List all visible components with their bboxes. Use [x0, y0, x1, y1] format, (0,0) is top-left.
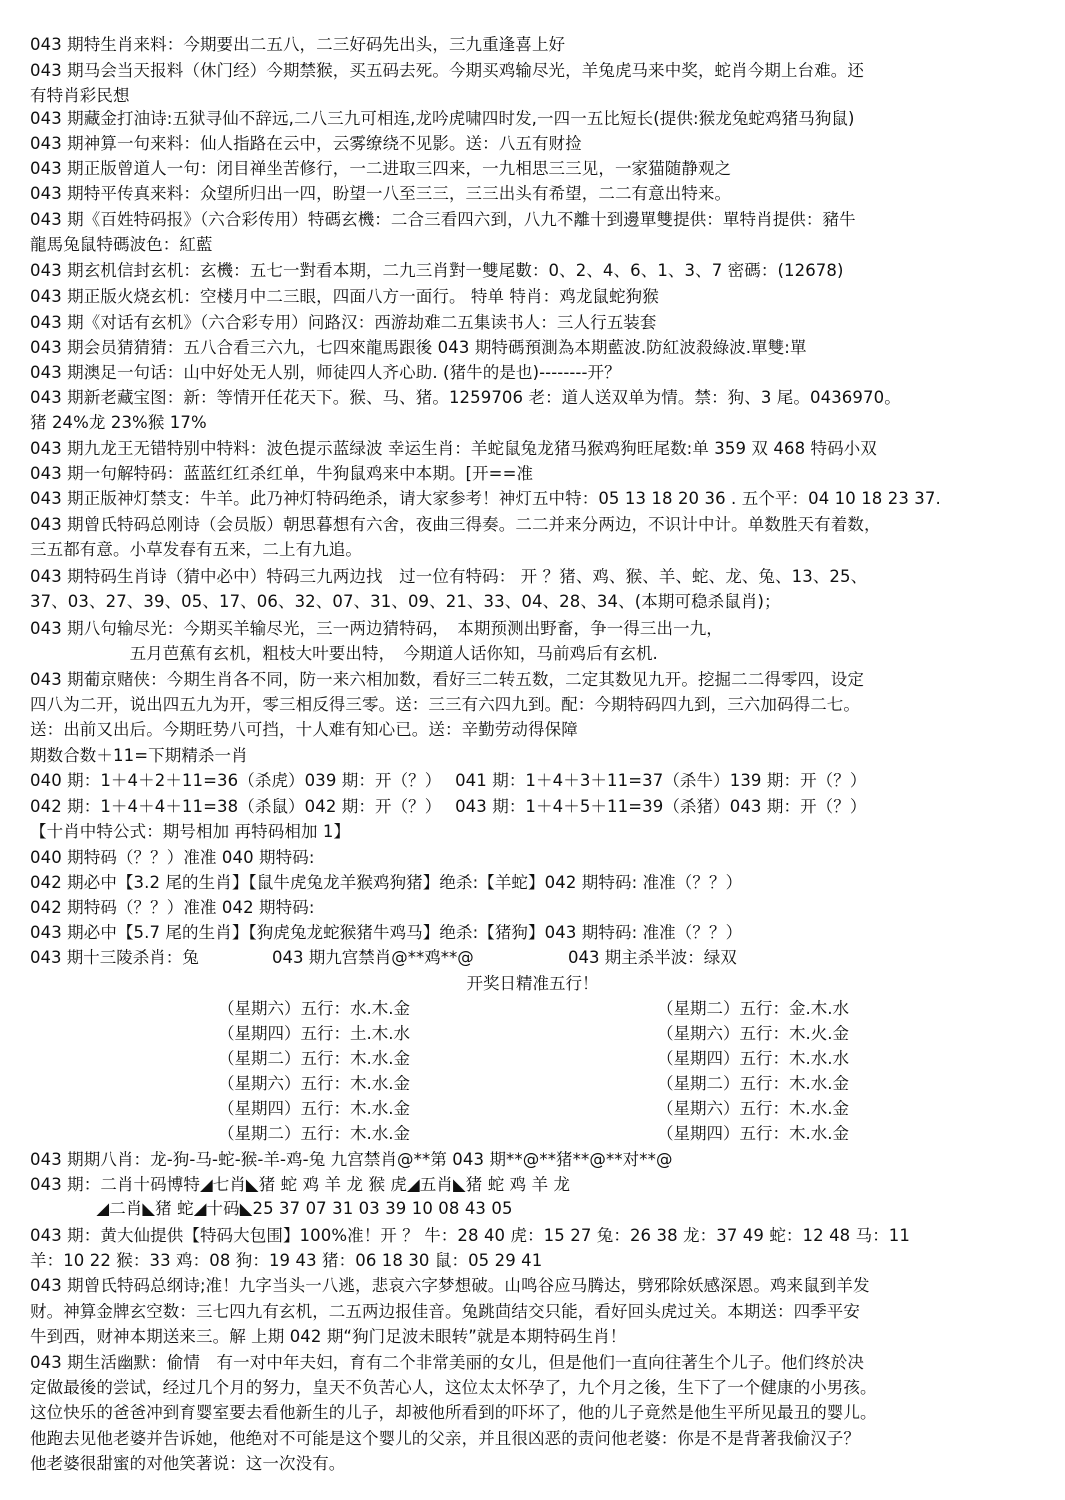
text-line: 043 期澳足一句话：山中好处无人别，师徒四人齐心助. (猪牛的是也)--------开？	[30, 363, 621, 382]
wuxing-right-row: （星期四）五行：木.水.水	[657, 1049, 849, 1068]
text-line: 043 期特码生肖诗（猜中必中）特码三九两边找 过一位有特码： 开 ？猪、鸡、猴、羊、蛇、龙、兔、13、25、	[30, 567, 868, 586]
text-line: 他跑去见他老婆并告诉她，他绝对不可能是这个婴儿的父亲，并且很凶恶的责问他老婆：你是不是背著我偷汉子？	[30, 1429, 860, 1448]
wuxing-left-row: （星期六）五行：水.木.金	[218, 999, 410, 1018]
text-line: 猪 24%龙 23%猴 17%	[30, 413, 207, 432]
text-line: 043 期一句解特码：蓝蓝红红杀红单，牛狗鼠鸡来中本期。[开==准	[30, 464, 534, 483]
text-line: 043 期《百姓特码报》（六合彩传用）特碼玄機：二合三看四六到，八九不離十到邊單雙提供：單特肖提供：豬牛	[30, 210, 856, 229]
text-line: 043 期：黄大仙提供【特码大包围】100%准！开 ？ 牛：28 40 虎：15 27 兔：26 38 龙：37 49 蛇：12 48 马：11	[30, 1226, 910, 1245]
text-line: 043 期新老藏宝图：新：等情开任花天下。猴、马、猪。1259706 老：道人送双单为情。禁：狗、3 尾。0436970。	[30, 388, 901, 407]
kill-wave-text: 043 期主杀半波：绿双	[568, 948, 737, 967]
wuxing-title: 开奖日精准五行！	[466, 974, 599, 993]
text-line: 043 期神算一句来料：仙人指路在云中，云雾缭绕不见影。送：八五有财捡	[30, 134, 582, 153]
text-line: 三五都有意。小草发春有五来，二上有九追。	[30, 540, 362, 559]
wuxing-right-row: （星期四）五行：木.水.金	[657, 1124, 849, 1143]
text-line: 送：出前又出后。今期旺势八可挡，十人难有知心已。送：辛勤劳动得保障	[30, 720, 578, 739]
text-line: 043 期期八肖：龙-狗-马-蛇-猴-羊-鸡-兔 九宫禁肖@**第 043 期**@**猪**@**对**@	[30, 1150, 673, 1169]
kill-zodiac-text: 043 期十三陵杀肖：兔	[30, 948, 199, 967]
text-line: 定做最後的尝试，经过几个月的努力，皇天不负苦心人，这位太太怀孕了，九个月之後，生下了一个健康的小男孩。	[30, 1378, 877, 1397]
text-line: 043 期八句输尽光：今期买羊输尽光，三一两边猜特码， 本期预测出野畜，争一得三出一九，	[30, 619, 723, 638]
wuxing-right-row: （星期六）五行：木.火.金	[657, 1024, 849, 1043]
wuxing-right-row: （星期二）五行：木.水.金	[657, 1074, 849, 1093]
text-line: ◢二肖◣猪 蛇◢十码◣25 37 07 31 03 39 10 08 43 05	[30, 1199, 513, 1218]
text-line: 042 期：1＋4＋4＋11=38（杀鼠）042 期：开（？） 043 期：1＋4＋5＋11=39（杀猪）043 期：开（？）	[30, 797, 867, 816]
text-line: 040 期：1＋4＋2＋11=36（杀虎）039 期：开（？） 041 期：1＋4＋3＋11=37（杀牛）139 期：开（？）	[30, 771, 867, 790]
text-line: 042 期特码（？？）准准 042 期特码:	[30, 898, 315, 917]
text-line: 043 期：二肖十码博特◢七肖◣猪 蛇 鸡 羊 龙 猴 虎◢五肖◣猪 蛇 鸡 羊 龙	[30, 1175, 571, 1194]
text-line: 043 期正版火烧玄机：空楼月中二三眼，四面八方一面行。 特单 特肖：鸡龙鼠蛇狗猴	[30, 287, 659, 306]
text-line: 043 期葡京赌侠：今期生肖各不同，防一来六相加数，看好三二转五数，二定其数见九开。挖掘二二得零四，设定	[30, 670, 864, 689]
text-line: 043 期正版曾道人一句：闭目禅坐苦修行，一二进取三四来，一九相思三三见，一家猫随静观之	[30, 159, 732, 178]
text-line: 羊：10 22 猴：33 鸡：08 狗：19 43 猪：06 18 30 鼠：05 29 41	[30, 1251, 543, 1270]
text-line: 042 期必中【3.2 尾的生肖】【鼠牛虎兔龙羊猴鸡狗猪】绝杀:【羊蛇】042 期特码: 准准（？？）	[30, 873, 743, 892]
nine-palace-text: 043 期九宫禁肖@**鸡**@	[272, 948, 474, 967]
wuxing-left-row: （星期二）五行：木.水.金	[218, 1124, 410, 1143]
text-line: 043 期正版神灯禁支：牛羊。此乃神灯特码绝杀，请大家参考！神灯五中特：05 13 18 20 36 . 五个平：04 10 18 23 37.	[30, 489, 941, 508]
text-line: 043 期会员猜猜猜：五八合看三六九，七四來龍馬跟後 043 期特碼預測為本期藍波.防紅波殺綠波.單雙:單	[30, 338, 807, 357]
text-line: 有特肖彩民想	[30, 86, 130, 105]
text-line: 牛到西，财神本期送来三。解 上期 042 期“狗门足波未眼转”就是本期特码生肖！	[30, 1327, 627, 1346]
wuxing-left-row: （星期二）五行：木.水.金	[218, 1049, 410, 1068]
text-line: 043 期曾氏特码总纲诗;准！九字当头一八逃，悲哀六字梦想破。山鸣谷应马腾达，劈邪除妖感深恩。鸡来鼠到羊发	[30, 1276, 870, 1295]
text-line: 043 期生活幽默：偷情 有一对中年夫妇，育有二个非常美丽的女儿，但是他们一直向往著生个儿子。他们终於决	[30, 1353, 864, 1372]
text-line: 期数合数＋11=下期精杀一肖	[30, 746, 248, 765]
text-line: 五月芭蕉有玄机，粗枝大叶要出特， 今期道人话你知，马前鸡后有玄机.	[30, 644, 658, 663]
text-line: 043 期《对话有玄机》（六合彩专用）问路汉：西游劫难二五集读书人：三人行五装套	[30, 313, 657, 332]
text-line: 043 期九龙王无错特别中特料：波色提示蓝绿波 幸运生肖：羊蛇鼠兔龙猪马猴鸡狗旺尾数:单 359 双 468 特码小双	[30, 439, 877, 458]
text-line: 043 期必中【5.7 尾的生肖】【狗虎兔龙蛇猴猪牛鸡马】绝杀:【猪狗】043 期特码: 准准（？？）	[30, 923, 743, 942]
wuxing-left-row: （星期四）五行：木.水.金	[218, 1099, 410, 1118]
text-line: 043 期特平传真来料：众望所归出一四，盼望一八至三三，三三出头有希望，二二有意出特来。	[30, 184, 732, 203]
text-line: 040 期特码（？？）准准 040 期特码:	[30, 848, 315, 867]
text-line: 财。神算金牌玄空数：三七四九有玄机，二五两边报佳音。兔跳茴结交只能，看好回头虎过关。本期送：四季平安	[30, 1302, 860, 1321]
text-line: 043 期玄机信封玄机：玄機：五七一對看本期，二九三肖對一雙尾數：0、2、4、6、1、3、7 密碼：(12678)	[30, 261, 844, 280]
text-line: 043 期特生肖来料：今期要出二五八，二三好码先出头，三九重逢喜上好	[30, 35, 566, 54]
text-line: 043 期马会当天报料（休门经）今期禁猴，买五码去死。今期买鸡输尽光，羊兔虎马来中奖，蛇肖今期上台难。还	[30, 61, 864, 80]
text-line: 龍馬兔鼠特碼波色：紅藍	[30, 235, 213, 254]
wuxing-left-row: （星期四）五行：土.木.水	[218, 1024, 410, 1043]
text-line: 【十肖中特公式：期号相加 再特码相加 1】	[30, 822, 351, 841]
wuxing-left-row: （星期六）五行：木.水.金	[218, 1074, 410, 1093]
text-line: 这位快乐的爸爸冲到育婴室要去看他新生的儿子，却被他所看到的吓坏了，他的儿子竟然是他生平所见最丑的婴儿。	[30, 1403, 877, 1422]
text-line: 043 期藏金打油诗:五狱寻仙不辞远,二八三九可相连,龙吟虎啸四时发,一四一五比短长(提供:猴龙兔蛇鸡猪马狗鼠)	[30, 109, 855, 128]
text-line: 四八为二开，说出四五九为开，零三相反得三零。送：三三有六四九到。配：今期特码四九到，三六加码得二七。	[30, 695, 860, 714]
text-line: 37、03、27、39、05、17、06、32、07、31、09、21、33、04、28、34、(本期可稳杀鼠肖)；	[30, 592, 781, 611]
text-line: 043 期曾氏特码总刚诗（会员版）朝思暮想有六舍，夜曲三得奏。二二并来分两边，不识计中计。单数胜天有着数，	[30, 515, 881, 534]
text-line: 他老婆很甜蜜的对他笑著说：这一次没有。	[30, 1454, 346, 1473]
wuxing-right-row: （星期二）五行：金.木.水	[657, 999, 849, 1018]
wuxing-right-row: （星期六）五行：木.水.金	[657, 1099, 849, 1118]
